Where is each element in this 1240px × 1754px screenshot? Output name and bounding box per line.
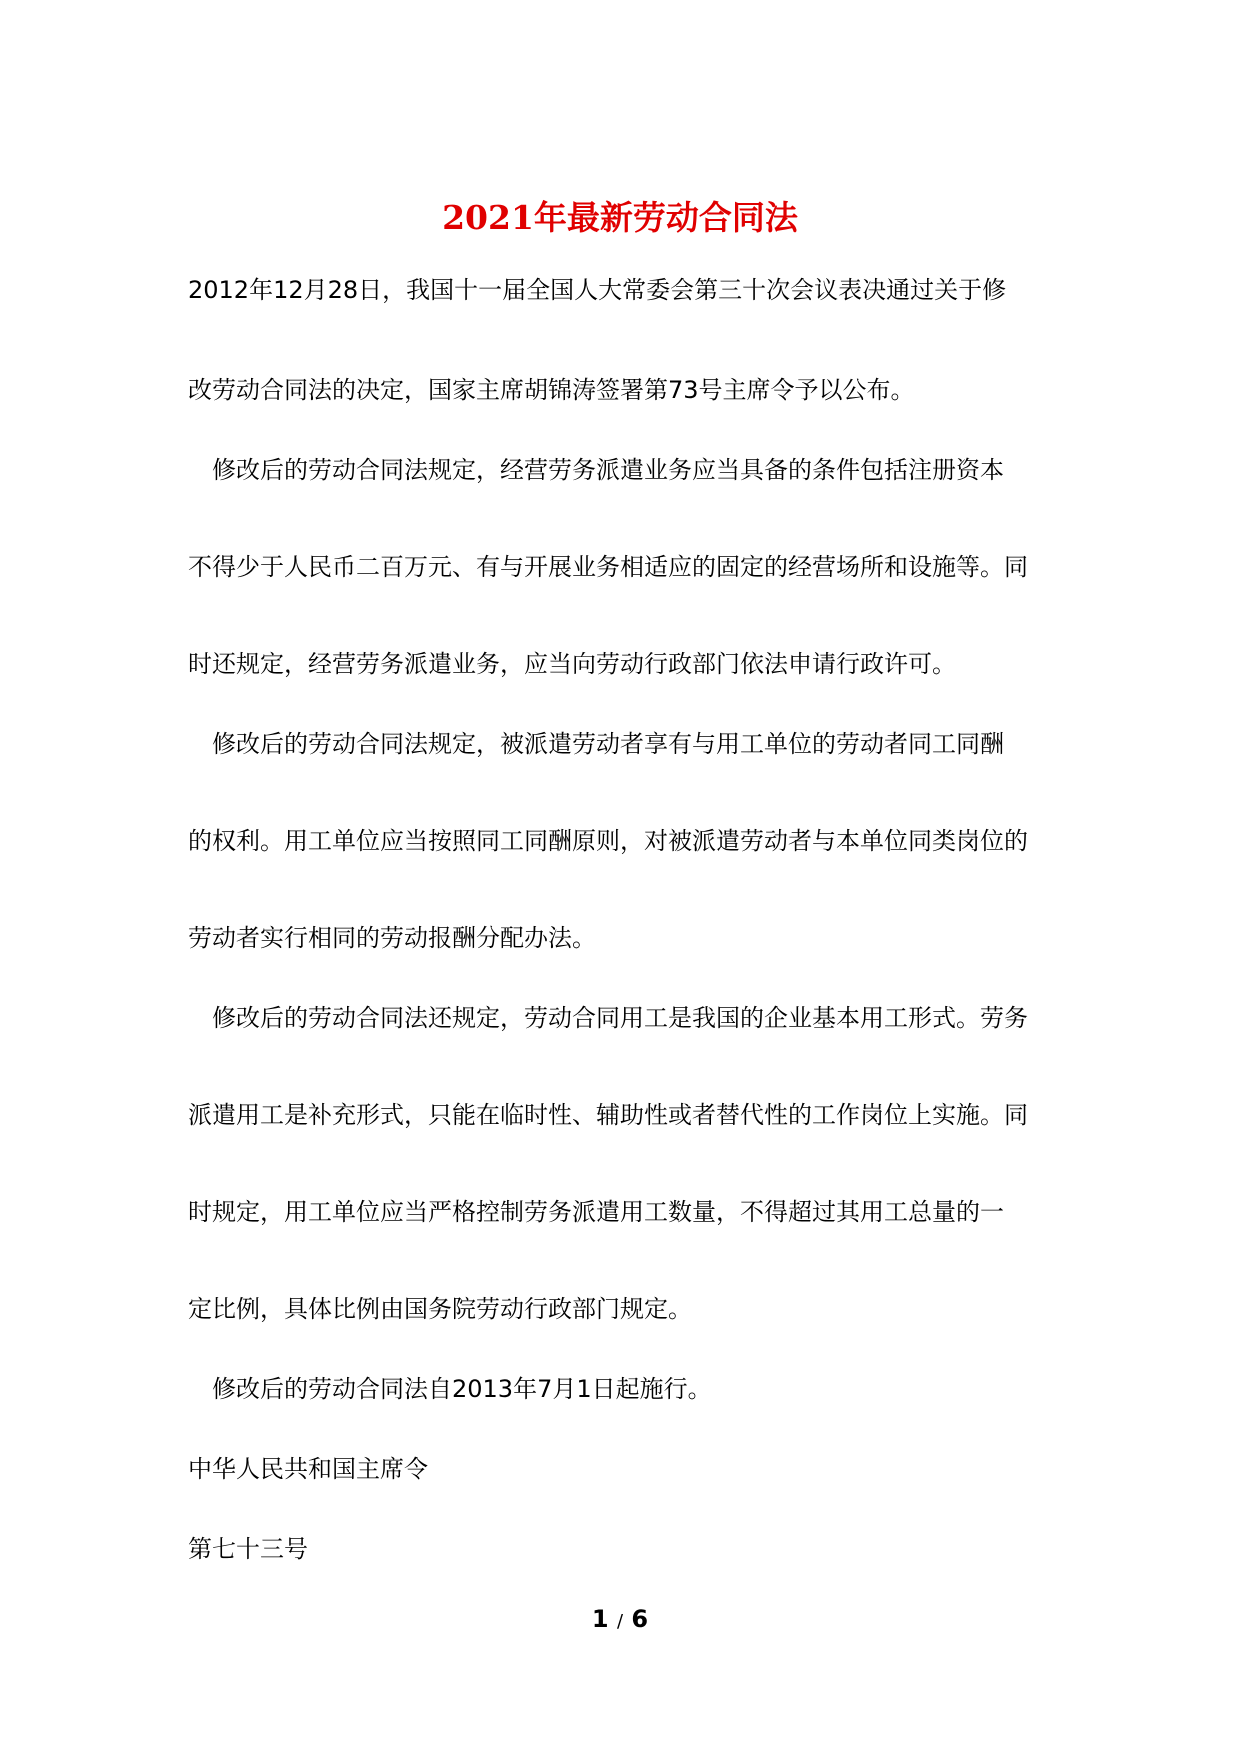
paragraph-line: 2012年12月28日，我国十一届全国人大常委会第三十次会议表决通过关于修 <box>188 276 1007 304</box>
document-title: 2021年最新劳动合同法 <box>442 198 798 237</box>
paragraph-line: 定比例，具体比例由国务院劳动行政部门规定。 <box>188 1295 692 1323</box>
paragraph-line: 的权利。用工单位应当按照同工同酬原则，对被派遣劳动者与本单位同类岗位的 <box>188 827 1028 855</box>
paragraph-line: 中华人民共和国主席令 <box>188 1455 428 1483</box>
paragraph-line: 时规定，用工单位应当严格控制劳务派遣用工数量，不得超过其用工总量的一 <box>188 1198 1004 1226</box>
paragraph-line: 劳动者实行相同的劳动报酬分配办法。 <box>188 924 596 952</box>
page-total: 6 <box>631 1605 649 1633</box>
paragraph-line: 第七十三号 <box>188 1535 308 1563</box>
page-current: 1 <box>591 1605 609 1633</box>
paragraph-line: 修改后的劳动合同法规定，经营劳务派遣业务应当具备的条件包括注册资本 <box>188 456 1004 484</box>
paragraph-line: 修改后的劳动合同法自2013年7月1日起施行。 <box>188 1375 712 1403</box>
paragraph-line: 修改后的劳动合同法还规定，劳动合同用工是我国的企业基本用工形式。劳务 <box>188 1004 1028 1032</box>
page-separator: / <box>616 1611 624 1632</box>
paragraph-line: 不得少于人民币二百万元、有与开展业务相适应的固定的经营场所和设施等。同 <box>188 553 1028 581</box>
paragraph-line: 时还规定，经营劳务派遣业务，应当向劳动行政部门依法申请行政许可。 <box>188 650 956 678</box>
paragraph-line: 派遣用工是补充形式，只能在临时性、辅助性或者替代性的工作岗位上实施。同 <box>188 1101 1028 1129</box>
page-number <box>0 1601 1240 1640</box>
paragraph-line: 修改后的劳动合同法规定，被派遣劳动者享有与用工单位的劳动者同工同酬 <box>188 730 1004 758</box>
paragraph-line: 改劳动合同法的决定，国家主席胡锦涛签署第73号主席令予以公布。 <box>188 376 915 404</box>
